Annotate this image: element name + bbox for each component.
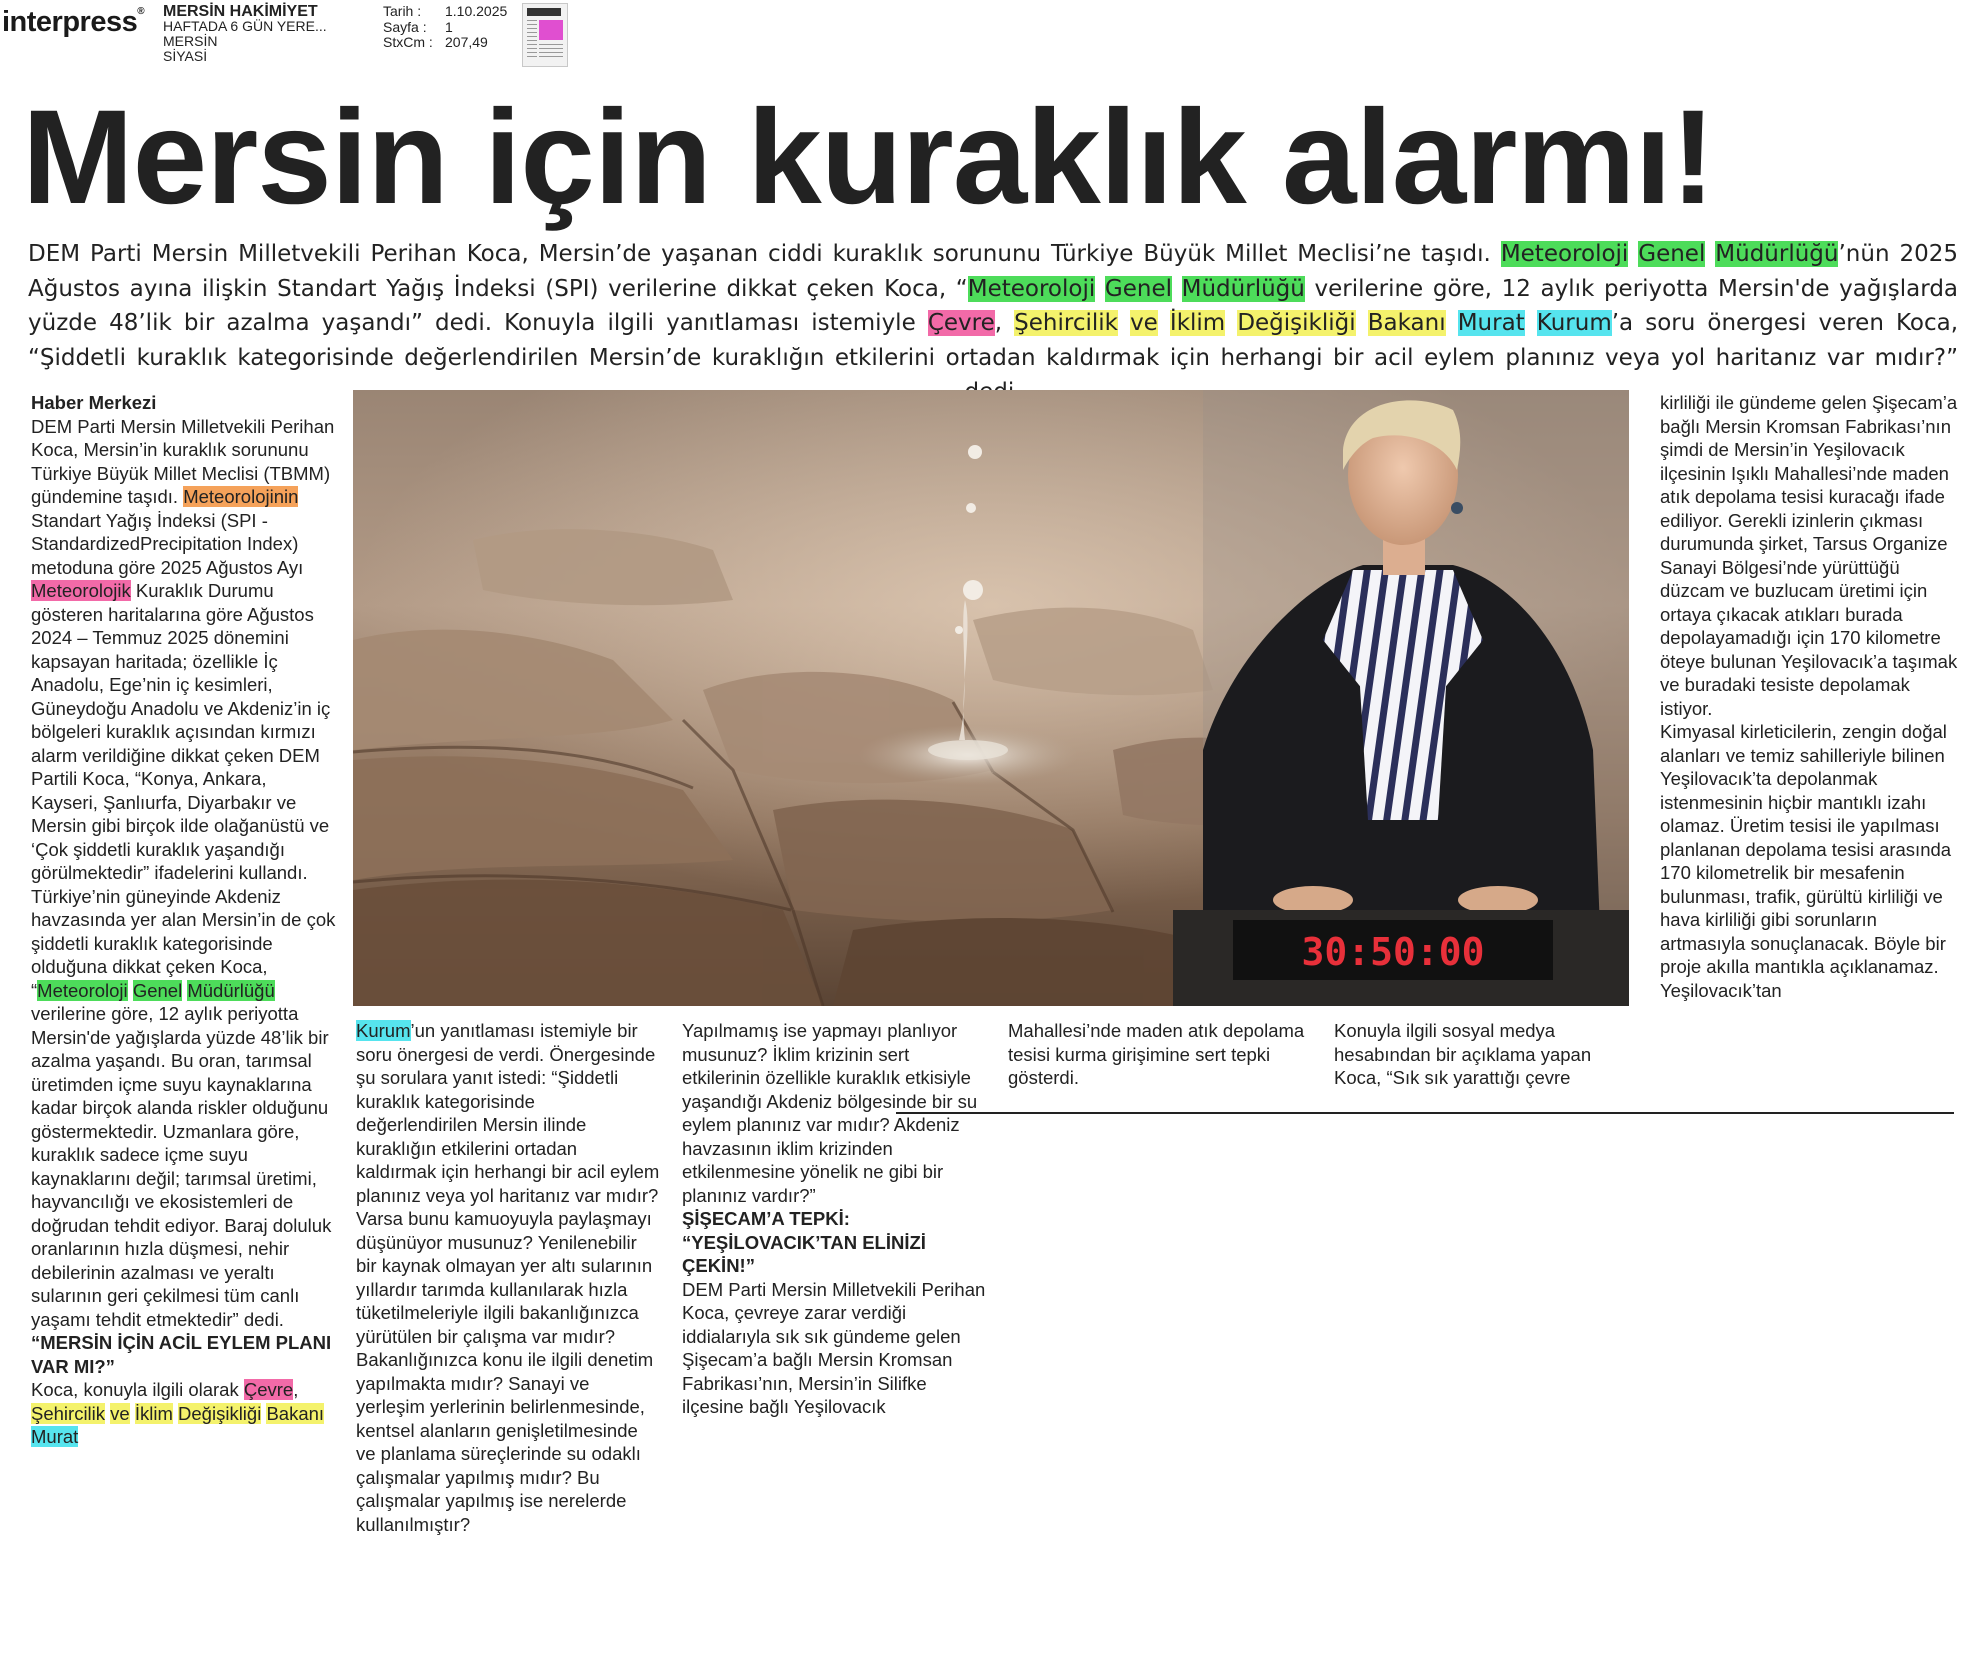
article-column-6: [1660, 391, 1960, 1002]
text-run: [1446, 310, 1458, 336]
article-column-5: [1334, 1019, 1639, 1090]
highlighted-term: Genel: [1104, 275, 1172, 302]
column-paragraph: [682, 1207, 988, 1278]
publication-category: SİYASİ: [163, 48, 208, 64]
column-paragraph: [356, 1019, 660, 1536]
publication-meta: [163, 4, 327, 64]
lead-paragraph: [28, 237, 1958, 410]
highlighted-term: Meteorolojinin: [183, 486, 299, 507]
text-run: verilerine göre, 12 aylık periyotta Mersin'de yağışlarda yüzde 48’lik bir azalma yaşandı. Bu oran, tarımsal üretimden içme suyu kaynaklarına kadar birçok alanda riskler olduğunu göstermektedir. Uzmanlara göre, kuraklık sadece içme suyu kaynaklarını değil; tarımsal üretimi, hayvancılığı ve ekosistemleri de doğrudan tehdit ediyor. Baraj doluluk oranlarının hızla düşmesi, nehir debilerinin azalması ve yeraltı sularının geri çekilmesi tüm canlı yaşamı tehdit etmektedir” dedi.: [31, 1003, 332, 1330]
text-run: DEM Parti Mersin Milletvekili Perihan Koca, Mersin’de yaşanan ciddi kuraklık sorununu Türkiye Büyük Millet Meclisi’ne taşıdı.: [28, 241, 1501, 267]
highlighted-term: İklim: [134, 1402, 173, 1424]
date-label: Tarih :: [383, 3, 422, 19]
column-paragraph: [1660, 720, 1960, 1002]
column-paragraph: [682, 1278, 988, 1419]
text-run: Koca, konuyla ilgili olarak: [31, 1379, 244, 1400]
text-run: Mahallesi’nde maden atık depolama tesisi kurma girişimine sert tepki gösterdi.: [1008, 1020, 1305, 1088]
highlighted-term: Müdürlüğü: [1181, 275, 1305, 302]
stxcm-value: 207,49: [445, 34, 488, 50]
text-run: [1172, 276, 1182, 302]
text-run: Konuyla ilgili sosyal medya hesabından bir açıklama yapan Koca, “Sık sık yarattığı çevre: [1334, 1020, 1592, 1088]
text-run: ,: [994, 310, 1015, 336]
highlighted-term: ve: [110, 1402, 130, 1424]
publication-name: MERSİN HAKİMİYET: [163, 3, 318, 20]
highlighted-term: Müdürlüğü: [187, 979, 275, 1001]
highlighted-term: Genel: [1638, 241, 1706, 267]
text-run: [1356, 310, 1368, 336]
photo-cracked-earth-and-speaker: [353, 390, 1629, 1006]
column-divider-rule: [896, 1112, 1954, 1114]
highlighted-term: Bakanı: [1367, 310, 1446, 336]
highlighted-term: ve: [1130, 310, 1158, 336]
highlighted-term: Meteorolojik: [31, 580, 131, 601]
text-run: [1158, 310, 1170, 336]
headline: Mersin için kuraklık alarmı!: [22, 83, 1715, 232]
text-run: ,: [293, 1379, 299, 1400]
text-run: ’a soru önergesi veren Koca, “Şiddetli kuraklık kategorisinde değerlendirilen Mersin’de kuraklığın etkilerini ortadan kaldırmak için herhangi bir acil eylem planınız veya yol haritanız var mıdır?”: [28, 310, 1959, 371]
article-column-4: [1008, 1019, 1313, 1090]
text-run: DEM Parti Mersin Milletvekili Perihan Koca, çevreye zarar verdiği iddialarıyla sık sık gündeme gelen Şişecam’a bağlı Mersin Kromsan Fabrikası’nın, Mersin’in Silifke ilçesine bağlı Yeşilovacık: [682, 1278, 986, 1417]
column-paragraph: [31, 391, 336, 415]
text-run: [1525, 310, 1537, 336]
text-run: kirliliği ile gündeme gelen Şişecam’a bağlı Mersin Kromsan Fabrikası’nın şimdi de Mersin’in Yeşilovacık ilçesinin Işıklı Mahallesi’nde maden atık depolama tesisi kuracağı ifade ediliyor. Gerekli izinlerin çıkması durumunda şirket, Tarsus Organize Sanayi Bölgesi’nde yürüttüğü düzcam ve buzlucam üretimi için ortaya çıkacak atıkları burada depolayamadığı için 170 kilometre öteye bulunan Yeşilovacık’a taşımak ve buradaki tesiste depolamak istiyor.: [1660, 392, 1958, 719]
clipping-header: [0, 0, 1978, 72]
clipping-meta: [383, 4, 507, 51]
column-paragraph: [31, 1378, 336, 1449]
text-run: Kuraklık Durumu gösteren haritalarına göre Ağustos 2024 – Temmuz 2025 dönemini kapsayan haritada; özellikle İç Anadolu, Ege’nin iç kesimleri, Güneydoğu Anadolu ve Akdeniz’in iç bölgeleri kuraklık açısından kırmızı alarm verildiğine dikkat çeken DEM Partili Koca, “Konya, Ankara, Kayseri, Şanlıurfa, Diyarbakır ve Mersin gibi birçok ilde olağanüstü ve ‘Çok şiddetli kuraklık yaşandığı görülmektedir” ifadelerini kullandı. Türkiye’nin güneyinde Akdeniz havzasında yer alan Mersin’in de çok şiddetli kuraklık kategorisinde olduğuna dikkat çeken Koca, “: [31, 580, 336, 1001]
podium-timer: 30:50:00: [1301, 930, 1485, 974]
interpress-logo: [2, 6, 144, 39]
article-column-2: [356, 1019, 660, 1536]
highlighted-term: Meteoroloji: [967, 275, 1096, 302]
column-paragraph: [31, 415, 336, 1332]
column-paragraph: [1660, 391, 1960, 720]
date-value: 1.10.2025: [445, 3, 508, 19]
column-paragraph: [31, 1331, 336, 1378]
text-run: Kimyasal kirleticilerin, zengin doğal alanları ve temiz sahilleriyle bilinen Yeşilovacık’ta depolanmak istenmesinin hiçbir mantıklı izahı olamaz. Üretim tesisi ile yapılması planlanan depolama tesisi arasında 170 kilometrelik bir mesafenin bulunması, trafik, gürültü kirliliği ve hava kirliliği gibi sorunların artmasıyla sonuçlanacak. Böyle bir proje akılla mantıkla açıklanamaz. Yeşilovacık’tan: [1660, 721, 1952, 1001]
article-photo: [353, 390, 1629, 1006]
highlighted-term: Genel: [132, 979, 183, 1001]
highlighted-term: Meteoroloji: [1500, 241, 1629, 267]
publication-city: MERSİN: [163, 33, 218, 49]
text-run: “MERSİN İÇİN ACİL EYLEM PLANI VAR MI?”: [31, 1332, 332, 1377]
highlighted-term: Çevre: [243, 1379, 294, 1400]
highlighted-term: Çevre: [927, 310, 995, 336]
logo-registered-mark: ®: [137, 6, 145, 17]
text-run: [1705, 241, 1715, 267]
highlighted-term: Değişikliği: [178, 1402, 262, 1424]
highlighted-term: Şehircilik: [1014, 310, 1118, 336]
text-run: [1628, 241, 1638, 267]
highlighted-term: Kurum: [1536, 310, 1612, 336]
highlighted-term: Değişikliği: [1237, 310, 1356, 336]
text-run: verilerine göre, 12 aylık periyotta Mersin'de yağışlarda yüzde 48’lik bir azalma yaşandı” dedi. Konuyla ilgili yanıtlaması istemiyle: [28, 275, 1959, 336]
column-paragraph: [1334, 1019, 1639, 1090]
highlighted-term: Murat: [1457, 310, 1525, 336]
text-run: DEM Parti Mersin Milletvekili Perihan Koca, Mersin’in kuraklık sorununu Türkiye Büyük Millet Meclisi (TBMM) gündemine taşıdı.: [31, 415, 335, 507]
page-thumbnail: [522, 3, 568, 67]
text-run: ’nün 2025 Ağustos ayına ilişkin Standart Yağış İndeksi (SPI) verilerine dikkat çeken Koca, “: [28, 241, 1958, 302]
page-value: 1: [445, 18, 453, 35]
text-run: Yapılmamış ise yapmayı planlıyor musunuz? İklim krizinin sert etkilerinin özellikle kuraklık etkisiyle yaşandığı Akdeniz bölgesinde bir su eylem planınız var mıdır? Akdeniz havzasının iklim krizinden etkilenmesine yönelik ne gibi bir planınız vardır?”: [682, 1020, 978, 1206]
text-run: ŞİŞECAM’A TEPKİ: “YEŞİLOVACIK’TAN ELİNİZİ ÇEKİN!”: [682, 1208, 926, 1276]
highlighted-term: Meteoroloji: [37, 979, 128, 1001]
highlighted-term: Bakanı: [266, 1402, 325, 1424]
text-run: Standart Yağış İndeksi (SPI - StandardizedPrecipitation Index) metoduna göre 2025 Ağustos Ayı: [31, 509, 304, 578]
article-column-1: [31, 391, 336, 1449]
text-run: [1225, 310, 1237, 336]
highlighted-term: Şehircilik: [31, 1402, 106, 1424]
logo-text: interpress: [2, 6, 138, 38]
publication-frequency: HAFTADA 6 GÜN YERE...: [163, 18, 327, 34]
stxcm-label: StxCm :: [383, 34, 433, 50]
page-label: Sayfa :: [383, 18, 427, 35]
highlighted-term: Murat: [31, 1426, 79, 1447]
highlighted-term: Müdürlüğü: [1715, 241, 1839, 267]
highlighted-term: İklim: [1169, 310, 1226, 336]
text-run: [1118, 310, 1130, 336]
text-run: ’un yanıtlaması istemiyle bir soru önergesi de verdi. Önergesinde şu sorulara yanıt istedi: “Şiddetli kuraklık kategorisinde değerlendirilen Mersin ilinde kuraklığın etkilerini ortadan kaldırmak için herhangi bir acil eylem planınız veya yol haritanız var mıdır? Varsa bunu kamuoyuyla paylaşmayı düşünüyor musunuz? Yenilenebilir bir kaynak olmayan yer altı sularının yıllardır tarımda kullanılarak hızla tüketilmeleriyle ilgili bakanlığınızca yürütülen bir çalışma var mıdır? Bakanlığınızca konu ile ilgili denetim yapılmakta mıdır? Sanayi ve yerleşim yerlerinin belirlenmesinde, kentsel alanların genişletilmesinde ve planlama süreçlerinde su odaklı çalışmalar yapılmış mıdır? Bu çalışmalar yapılmış ise nerelerde kullanılmıştır?: [356, 1020, 660, 1535]
column-paragraph: [1008, 1019, 1313, 1090]
text-run: Haber Merkezi: [31, 392, 157, 413]
text-run: [1095, 276, 1105, 302]
highlighted-term: Kurum: [356, 1020, 411, 1041]
article-column-3: [682, 1019, 988, 1419]
